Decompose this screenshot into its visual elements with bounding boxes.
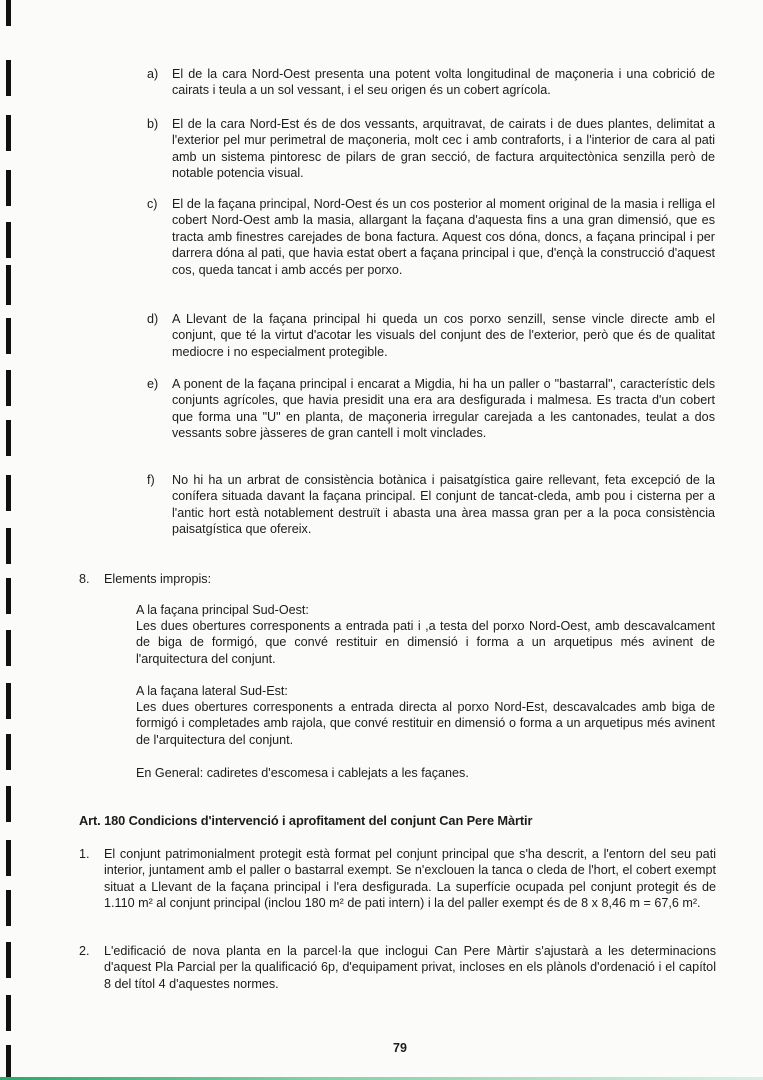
item-number: 1. xyxy=(79,847,90,861)
list-text: No hi ha un arbrat de consistència botànica i paisatgística gaire rellevant, feta excepció de la conífera situada davant la façana principal. El conjunt de tancat-cleda, amb pou i cisterna per a l'antic hort està notablement destruït i abasta una àrea massa gran per a la poca consistència paisatgística que ofereix. xyxy=(172,473,715,537)
section-title: Elements impropis: xyxy=(104,572,212,586)
article-heading: Art. 180 Condicions d'intervenció i aprofitament del conjunt Can Pere Màrtir xyxy=(79,813,533,828)
paragraph-text: Les dues obertures corresponents a entrada pati i ,a testa del porxo Nord-Oest, amb descavalcament de biga de formigó, que convé restituir en dimensió i forma a un arquetipus més avinent de l'arquitectura del conjunt. xyxy=(136,619,715,666)
paragraph-title: A la façana principal Sud-Oest: xyxy=(136,603,309,617)
list-label: e) xyxy=(147,377,159,391)
section-number: 8. xyxy=(79,572,90,586)
list-label: f) xyxy=(147,473,155,487)
list-text: A ponent de la façana principal i encarat a Migdia, hi ha un paller o "bastarral", característic dels conjunts agrícoles, que havia presidit una era ara desfigurada i malmesa. Es tracta d'un cobert que forma una "U" en planta, de maçoneria irregular carejada a les cantonades, teulat a dos vessants sobre jàsseres de gran cantell i molt vinclades. xyxy=(172,377,715,441)
list-label: b) xyxy=(147,117,159,131)
item-text: L'edificació de nova planta en la parcel·la que inclogui Can Pere Màrtir s'ajustarà a les determinacions d'aquest Pla Parcial per la qualificació 6p, d'equipament privat, incloses en els plànols d'ordenació i el capítol 8 del títol 4 d'aquestes normes. xyxy=(104,944,716,991)
item-text: El conjunt patrimonialment protegit està format pel conjunt principal que s'ha descrit, a l'entorn del seu pati interior, juntament amb el paller o bastarral exempt. Se n'exclouen la tanca o cleda de l'hort, el cobert exempt situat a Llevant de la façana principal i l'era desfigurada. La superfície ocupada pel conjunt protegit és de 1.110 m² al conjunt principal (inclou 180 m² de pati intern) i la del paller exempt és de 8 x 8,46 m = 67,6 m². xyxy=(104,847,716,911)
item-number: 2. xyxy=(79,944,90,958)
page-number: 79 xyxy=(393,1041,407,1055)
paragraph-title: A la façana lateral Sud-Est: xyxy=(136,684,288,698)
list-text: El de la cara Nord-Est és de dos vessants, arquitravat, de cairats i de dues plantes, delimitat a l'exterior pel mur perimetral de maçoneria, molt cec i amb contraforts, i a l'interior de cara al pati amb un sistema pintoresc de pilars de gran secció, de factura arquitectònica senzilla però de notable potencia visual. xyxy=(172,117,715,181)
binding-holes xyxy=(4,0,14,1080)
list-text: A Llevant de la façana principal hi queda un cos porxo senzill, sense vincle directe amb el conjunt, que té la virtut d'acotar les visuals del conjunt des de l'exterior, però que és de qualitat mediocre i no especialment protegible. xyxy=(172,312,715,359)
list-text: El de la façana principal, Nord-Oest és un cos posterior al moment original de la masia i relliga el cobert Nord-Oest amb la masia, allargant la façana d'aquesta fins a una gran dimensió, que es tracta amb finestres carejades de bona factura. Aquest cos dóna, doncs, a façana principal i per darrera dóna al pati, que havia estat obert a façana principal i que, d'ençà la construcció d'aquest cos, queda tancat i amb accés per porxo. xyxy=(172,197,715,277)
list-label: d) xyxy=(147,312,159,326)
list-label: a) xyxy=(147,67,159,81)
list-label: c) xyxy=(147,197,158,211)
paragraph-text: En General: cadiretes d'escomesa i cablejats a les façanes. xyxy=(136,766,469,780)
paragraph-text: Les dues obertures corresponents a entrada directa al porxo Nord-Est, descavalcades amb biga de formigó i completades amb rajola, que convé restituir en dimensió o forma a un arquetipus més avinent de l'arquitectura del conjunt. xyxy=(136,700,715,747)
list-text: El de la cara Nord-Oest presenta una potent volta longitudinal de maçoneria i una cobrició de cairats i teula a un sol vessant, i el seu origen és un cobert agrícola. xyxy=(172,67,715,98)
